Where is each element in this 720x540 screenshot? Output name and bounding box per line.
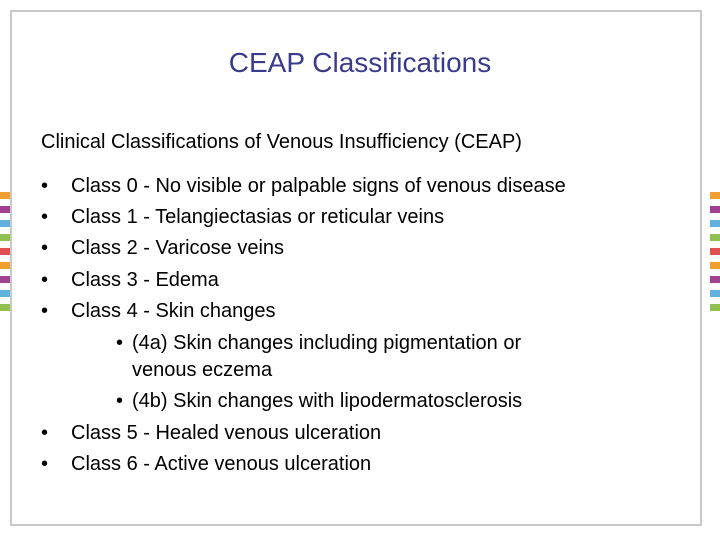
bullet-dot: • (41, 453, 49, 475)
list-item: Class 5 - Healed venous ulceration (71, 422, 382, 444)
sub-bullet-dot: • (116, 332, 124, 354)
slide-subtitle: Clinical Classifications of Venous Insufficiency (CEAP) (41, 131, 522, 153)
sub-list-item-continued: venous eczema (132, 359, 273, 381)
list-item: Class 2 - Varicose veins (71, 237, 285, 259)
bullet-dot: • (41, 206, 49, 228)
bullet-dot: • (41, 237, 49, 259)
slide-title: CEAP Classifications (228, 47, 492, 78)
sub-list-item: (4b) Skin changes with lipodermatosclerosis (132, 390, 523, 412)
bullet-dot: • (41, 175, 49, 197)
list-item: Class 0 - No visible or palpable signs of venous disease (71, 175, 566, 197)
bullet-dot: • (41, 422, 49, 444)
right-color-strip (710, 192, 720, 311)
list-item: Class 1 - Telangiectasias or reticular veins (71, 206, 445, 228)
sub-bullet-dot: • (116, 390, 124, 412)
left-color-strip (0, 192, 10, 311)
list-item: Class 3 - Edema (71, 269, 219, 291)
list-item: Class 4 - Skin changes (71, 300, 276, 322)
sub-list-item: (4a) Skin changes including pigmentation or (132, 332, 522, 354)
bullet-dot: • (41, 300, 49, 322)
bullet-dot: • (41, 269, 49, 291)
list-item: Class 6 - Active venous ulceration (71, 453, 372, 475)
